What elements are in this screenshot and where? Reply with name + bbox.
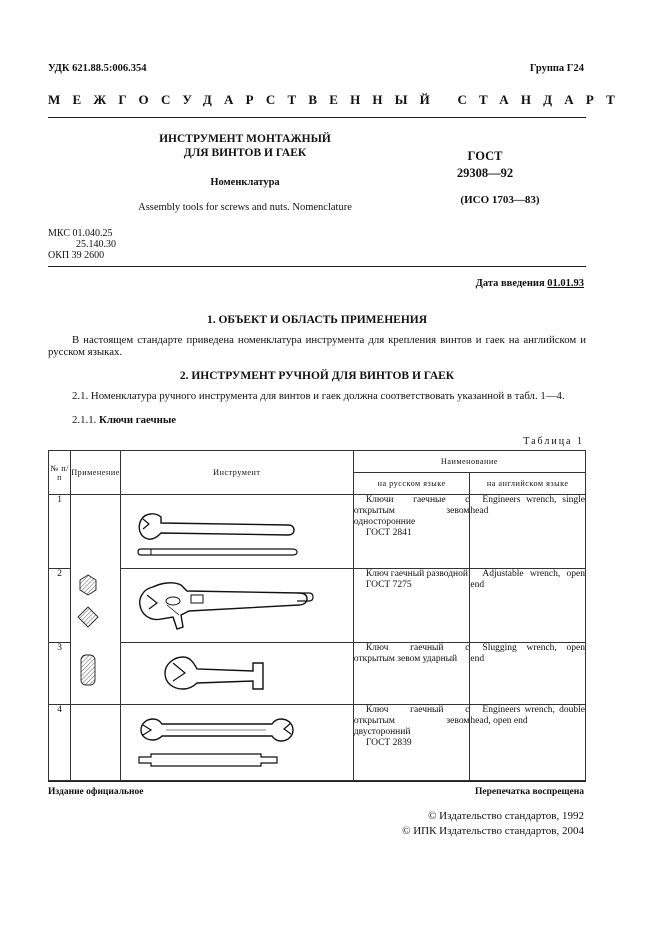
section-2-paragraph: 2.1. Номенклатура ручного инструмента для винтов и гаек должна соответствовать указанной в табл. 1—4. [72, 390, 565, 402]
subsection-number: 2.1.1. [72, 414, 97, 426]
open-end-wrench-icon [121, 495, 353, 565]
footer-rule [48, 781, 586, 782]
date-value: 01.01.93 [547, 278, 584, 289]
header-rule [48, 266, 586, 267]
slugging-wrench-icon [121, 643, 353, 701]
gost-label: ГОСТ [467, 149, 503, 163]
russian-name-text: Ключ гаечный разводной [365, 569, 468, 579]
russian-name [353, 495, 470, 569]
russian-gost: ГОСТ 2841 [365, 528, 412, 538]
table-caption: Таблица 1 [523, 436, 584, 447]
reprint-prohibited: Перепечатка воспрещена [474, 787, 584, 797]
gost-number: 29308—92 [456, 166, 514, 180]
russian-name [353, 705, 470, 781]
table-row [49, 495, 586, 569]
bolt-head-icon [81, 655, 95, 685]
table-row [49, 705, 586, 781]
section-1-heading: 1. ОБЪЕКТ И ОБЛАСТЬ ПРИМЕНЕНИЯ [206, 314, 428, 326]
row-number: 4 [49, 705, 71, 781]
english-name [470, 705, 586, 781]
introduction-date [476, 278, 584, 289]
row-number: 1 [49, 495, 71, 569]
banner-rule [48, 117, 586, 118]
tool-image-cell [120, 643, 353, 705]
english-name [470, 495, 586, 569]
subsection-title: Ключи гаечные [99, 414, 177, 426]
udk-code: УДК 621.88.5:006.354 [48, 63, 147, 74]
date-label: Дата введения [475, 278, 545, 289]
english-name [470, 569, 586, 643]
russian-name [353, 569, 470, 643]
classification-codes [48, 228, 116, 261]
official-edition: Издание официальное [48, 787, 144, 797]
application-cell-empty [71, 705, 121, 781]
russian-name-text: Ключ гаечный с открытым зевом двусторонний [353, 705, 470, 737]
application-symbols [71, 495, 105, 693]
english-name-text: Engineers wrench, double head, open end [470, 705, 585, 726]
table-row [49, 643, 586, 705]
adjustable-wrench-icon [121, 569, 353, 639]
section-2-heading: 2. ИНСТРУМЕНТ РУЧНОЙ ДЛЯ ВИНТОВ И ГАЕК [179, 370, 455, 382]
copyright-2: © ИПК Издательство стандартов, 2004 [402, 825, 584, 837]
okp-code: ОКП 39 2600 [48, 250, 105, 261]
tool-image-cell [120, 495, 353, 569]
iso-reference: (ИСО 1703—83) [460, 194, 540, 206]
english-name-text: Adjustable wrench, open end [470, 569, 585, 590]
header-name: Наименование [353, 451, 585, 473]
mks-code-1: МКС 01.040.25 [48, 228, 113, 239]
russian-name-text: Ключи гаечные с открытым зевом односторонние [353, 495, 470, 527]
wrench-table [48, 450, 586, 781]
table-row [49, 569, 586, 643]
header-english: на английском языке [470, 473, 586, 495]
header-russian: на русском языке [353, 473, 470, 495]
hex-nut-icon [80, 575, 96, 595]
russian-gost: ГОСТ 2839 [365, 738, 412, 748]
english-name-text: Engineers wrench, single head [470, 495, 585, 516]
header-number: № п/п [49, 451, 71, 495]
subsection-2-1-1 [48, 414, 586, 426]
english-name [470, 643, 586, 705]
russian-gost: ГОСТ 7275 [365, 580, 412, 590]
mks-code-2: 25.140.30 [76, 239, 116, 250]
english-name-text: Slugging wrench, open end [470, 643, 585, 664]
section-1-text: В настоящем стандарте приведена номенклатура инструмента для крепления винтов и гаек на английском и русском языках. [48, 334, 586, 358]
gost-designation [430, 148, 540, 182]
standard-banner: МЕЖГОСУДАРСТВЕННЫЙ СТАНДАРТ [48, 92, 628, 107]
row-number: 2 [49, 569, 71, 643]
russian-name-text: Ключ гаечный с открытым зевом ударный [353, 643, 470, 664]
tool-image-cell [120, 569, 353, 643]
header-tool: Инструмент [120, 451, 353, 495]
english-title: Assembly tools for screws and nuts. Nomenclature [138, 202, 352, 213]
group-code: Группа Г24 [529, 63, 584, 74]
document-subtitle: Номенклатура [210, 177, 280, 188]
application-cell [71, 495, 121, 705]
square-nut-icon [78, 607, 98, 627]
russian-name [353, 643, 470, 705]
row-number: 3 [49, 643, 71, 705]
copyright-1: © Издательство стандартов, 1992 [428, 810, 584, 822]
double-head-wrench-icon [121, 705, 353, 777]
title-line-1: ИНСТРУМЕНТ МОНТАЖНЫЙ [159, 133, 331, 145]
tool-image-cell [120, 705, 353, 781]
document-title [100, 132, 390, 160]
title-line-2: ДЛЯ ВИНТОВ И ГАЕК [183, 147, 307, 159]
header-application: Применение [71, 451, 121, 495]
